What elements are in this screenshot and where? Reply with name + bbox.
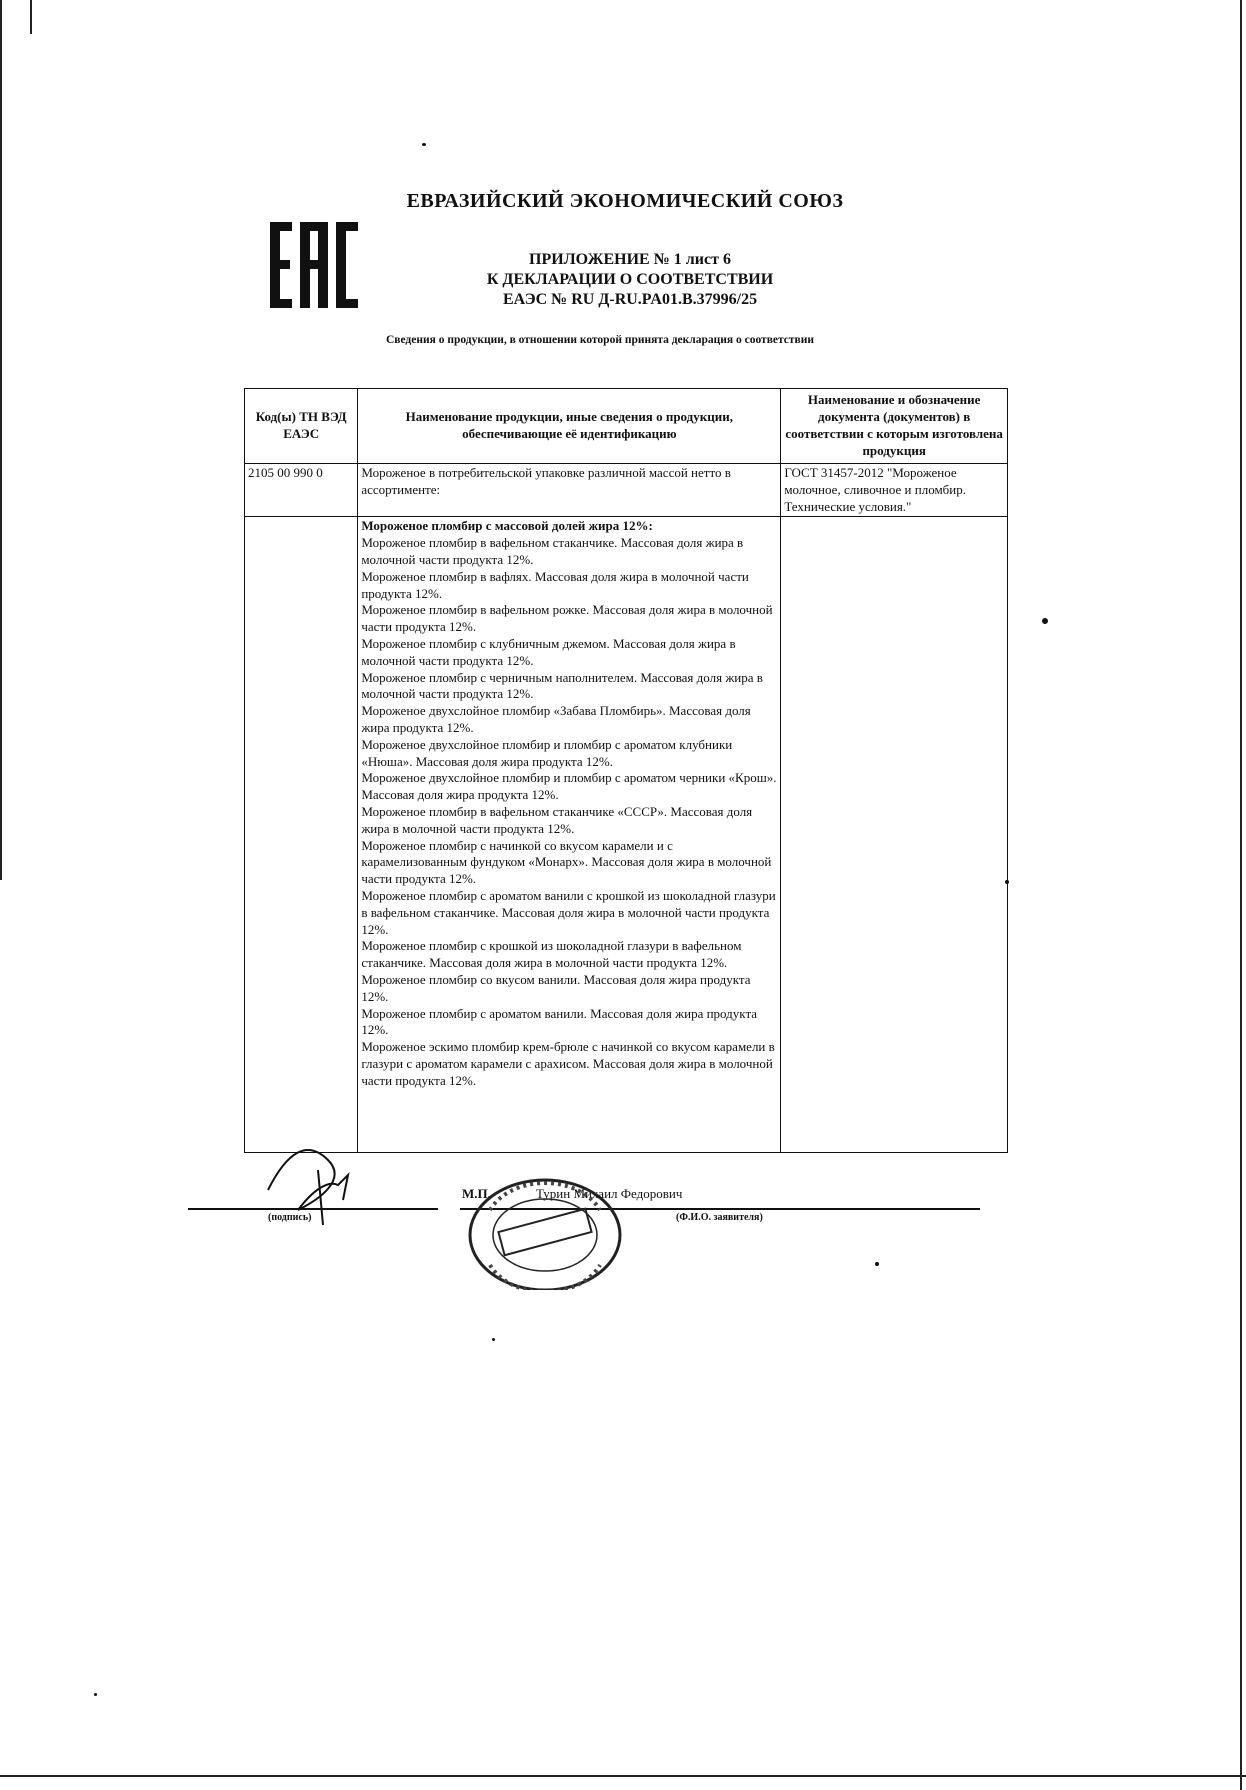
declaration-number: ЕАЭС № RU Д-RU.PA01.B.37996/25: [502, 291, 758, 308]
list-item: Мороженое пломбир в вафельном стаканчике. Массовая доля жира в молочной части продукта 12%.: [361, 535, 744, 567]
list-item: Мороженое двухслойное пломбир и пломбир с ароматом клубники «Нюша». Массовая доля жира продукта 12%.: [361, 736, 733, 769]
seal-place-label: М.П.: [462, 1186, 491, 1201]
list-item: Мороженое пломбир с массовой долей жира 12%:: [361, 518, 653, 534]
scan-edge-right: [1240, 0, 1242, 1790]
header-hs-code: Код(ы) ТН ВЭД ЕАЭС: [245, 389, 358, 464]
applicant-name: Турин Михаил Федорович: [536, 1186, 683, 1201]
list-item: Мороженое пломбир с черничным наполнителем. Массовая доля жира в молочной части продукта 12%.: [361, 669, 763, 702]
list-item: Мороженое эскимо пломбир крем-брюле с начинкой со вкусом карамели в глазури с ароматом карамели с арахисом. Массовая доля жира в молочной части продукта 12%.: [361, 1039, 775, 1088]
organization-title: ЕВРАЗИЙСКИЙ ЭКОНОМИЧЕСКИЙ СОЮЗ: [406, 190, 844, 212]
table-row: [245, 517, 1008, 1153]
product-table: [244, 388, 1008, 1153]
company-stamp: [450, 1170, 640, 1290]
list-item: Мороженое пломбир с ароматом ванили. Массовая доля жира продукта 12%.: [361, 1005, 758, 1038]
header-standard-document: Наименование и обозначение документа (документов) в соответствии с которым изготовлена продукция: [781, 389, 1008, 464]
list-item: Мороженое пломбир с клубничным джемом. Массовая доля жира в молочной части продукта 12%.: [361, 635, 736, 668]
scan-speck: [1042, 618, 1048, 624]
signature-line: [188, 1208, 438, 1210]
scan-speck: [875, 1262, 879, 1266]
table-row: [245, 464, 1008, 517]
scan-edge-bottom: [0, 1775, 1246, 1777]
table-header-row: [245, 389, 1008, 464]
product-group-cell: Мороженое в потребительской упаковке различной массой нетто в ассортименте:: [358, 464, 781, 517]
scan-speck: [492, 1338, 495, 1341]
signature-caption: (подпись): [268, 1212, 312, 1223]
list-item: Мороженое пломбир с ароматом ванили с крошкой из шоколадной глазури в вафельном стаканчике. Массовая доля жира в молочной части продукта 12%.: [361, 887, 776, 937]
scan-edge-top: [30, 0, 32, 34]
list-item: Мороженое пломбир в вафельном рожке. Массовая доля жира в молочной части продукта 12%.: [361, 602, 773, 635]
scan-speck: [422, 143, 426, 146]
list-item: Мороженое двухслойное пломбир и пломбир с ароматом черники «Крош». Массовая доля жира продукта 12%.: [361, 770, 777, 803]
scan-speck: [94, 1693, 97, 1696]
product-list-cell: [358, 517, 781, 1153]
appendix-line: К ДЕКЛАРАЦИИ О СООТВЕТСТВИИ: [486, 271, 774, 288]
list-item: Мороженое пломбир в вафельном стаканчике «СССР». Массовая доля жира в молочной части продукта 12%.: [361, 803, 753, 836]
name-caption: (Ф.И.О. заявителя): [676, 1212, 763, 1223]
list-item: Мороженое двухслойное пломбир «Забава Пломбирь». Массовая доля жира продукта 12%.: [361, 703, 751, 735]
section-subtitle: Сведения о продукции, в отношении которой принята декларация о соответствии: [385, 334, 815, 346]
appendix-heading: [430, 250, 830, 310]
eac-logo: [270, 222, 360, 308]
scan-edge-left: [0, 0, 2, 880]
header-product-name: Наименование продукции, иные сведения о продукции, обеспечивающие её идентификацию: [358, 389, 781, 464]
hs-code-cell: 2105 00 990 0: [245, 464, 358, 517]
empty-document-cell: [781, 517, 1008, 1153]
list-item: Мороженое пломбир с начинкой со вкусом карамели и с карамелизованным фундуком «Монарх». Массовая доля жира в молочной части продукта 12%.: [361, 837, 772, 887]
empty-code-cell: [245, 517, 358, 1153]
list-item: Мороженое пломбир с крошкой из шоколадной глазури в вафельном стаканчике. Массовая доля жира в молочной части продукта 12%.: [361, 938, 742, 971]
list-item: Мороженое пломбир со вкусом ванили. Массовая доля жира продукта 12%.: [361, 971, 751, 1004]
list-item: Мороженое пломбир в вафлях. Массовая доля жира в молочной части продукта 12%.: [361, 568, 749, 601]
standard-document-cell: ГОСТ 31457-2012 "Мороженое молочное, сливочное и пломбир. Технические условия.": [781, 464, 1008, 517]
appendix-line: ПРИЛОЖЕНИЕ № 1 лист 6: [529, 251, 731, 268]
